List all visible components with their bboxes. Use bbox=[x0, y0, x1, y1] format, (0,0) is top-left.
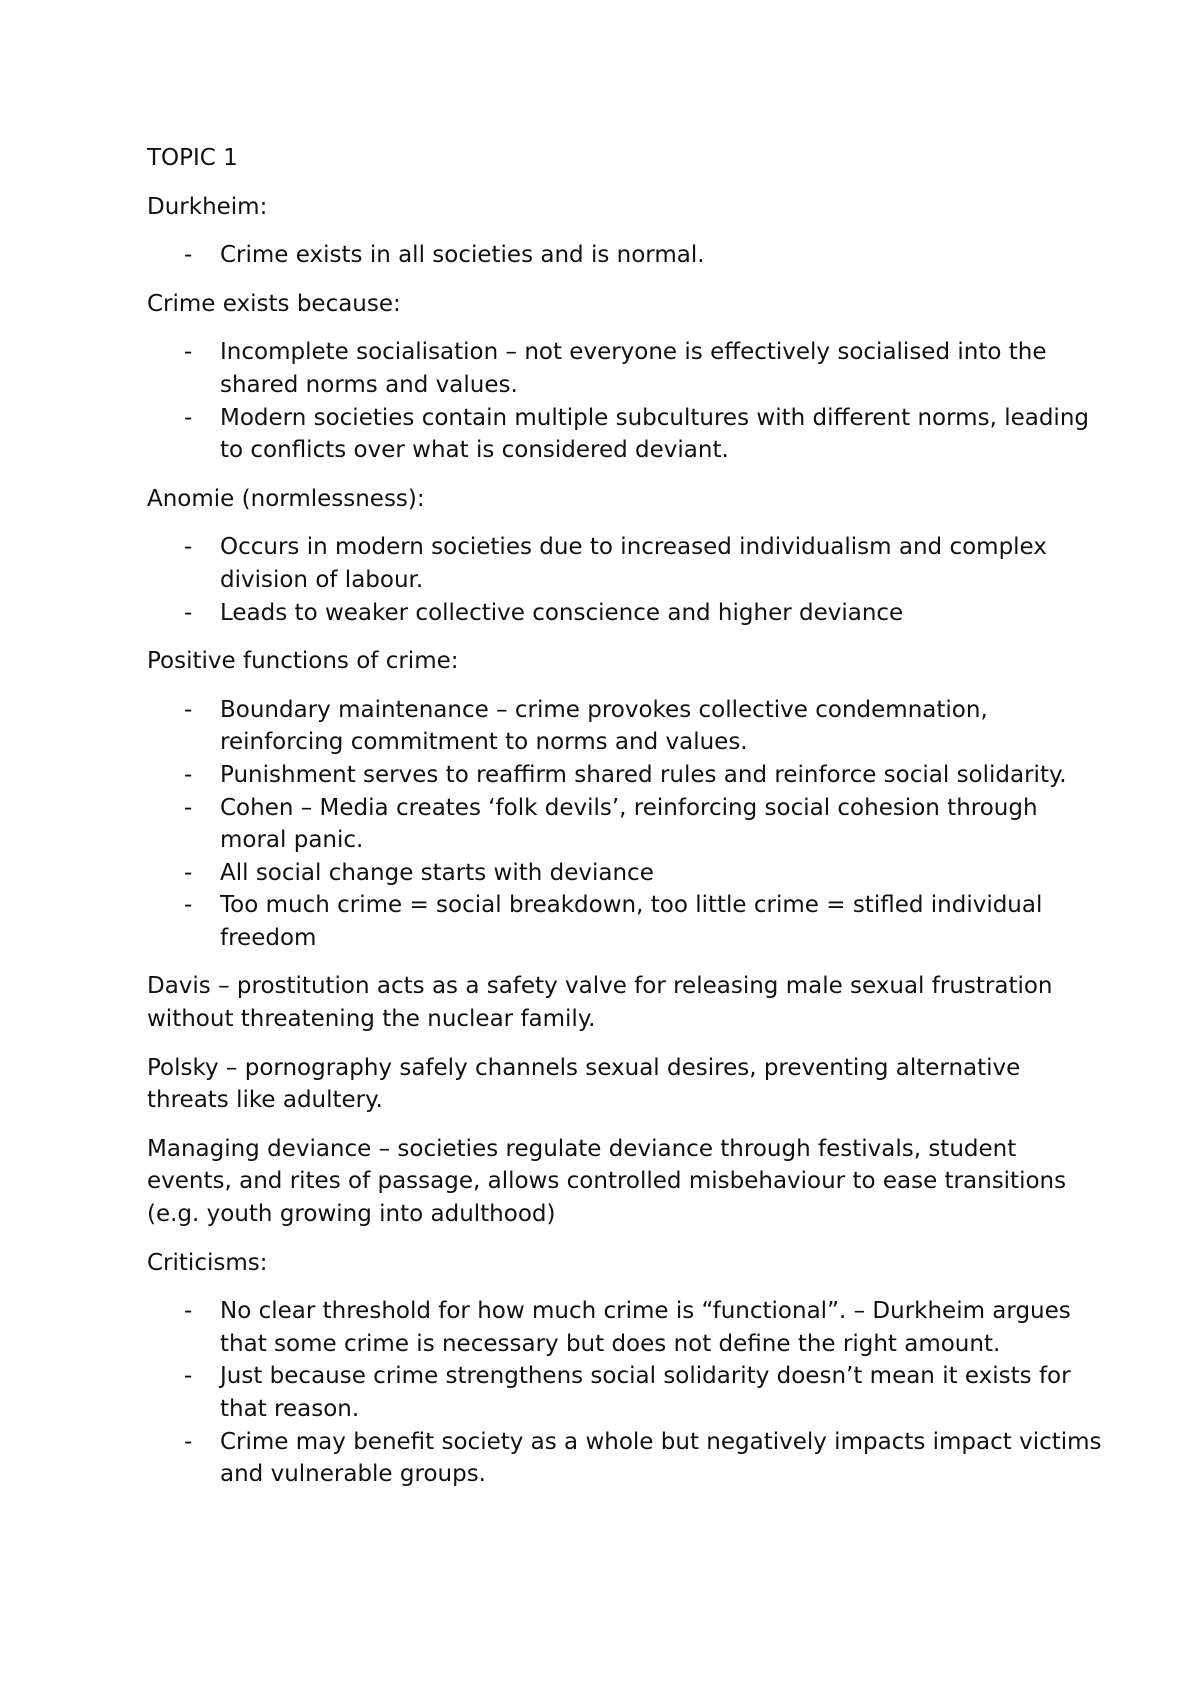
list-item bbox=[147, 759, 1107, 792]
positive-functions-list bbox=[147, 694, 1107, 955]
section-heading-positive-functions: Positive functions of crime: bbox=[147, 648, 459, 675]
list-item bbox=[147, 597, 1107, 630]
list-item-text: Crime may benefit society as a whole but negatively impacts impact victims and vulnerable groups. bbox=[220, 1428, 1102, 1488]
section-heading-crime-exists: Crime exists because: bbox=[147, 290, 401, 317]
paragraph-davis: Davis – prostitution acts as a safety valve for releasing male sexual frustration without threatening the nuclear family. bbox=[147, 973, 1053, 1033]
list-item bbox=[147, 402, 1107, 467]
anomie-list bbox=[147, 531, 1107, 629]
paragraph-polsky: Polsky – pornography safely channels sexual desires, preventing alternative threats like adultery. bbox=[147, 1054, 1021, 1114]
section-heading-durkheim: Durkheim: bbox=[147, 193, 268, 220]
list-item-text: Boundary maintenance – crime provokes collective condemnation, reinforcing commitment to norms and values. bbox=[220, 696, 988, 756]
bullet-dash: - bbox=[184, 859, 193, 886]
list-item-text: Just because crime strengthens social solidarity doesn’t mean it exists for that reason. bbox=[220, 1363, 1071, 1422]
document-title: TOPIC 1 bbox=[147, 145, 238, 171]
document-page bbox=[147, 142, 1107, 1507]
list-item bbox=[147, 531, 1107, 596]
list-item bbox=[147, 1426, 1107, 1491]
criticisms-list bbox=[147, 1295, 1107, 1491]
section-heading-criticisms: Criticisms: bbox=[147, 1249, 268, 1276]
list-item bbox=[147, 1360, 1107, 1425]
list-item bbox=[147, 336, 1107, 401]
list-item bbox=[147, 694, 1107, 759]
list-item-text: Cohen – Media creates ‘folk devils’, reinforcing social cohesion through moral panic. bbox=[220, 794, 1038, 854]
list-item bbox=[147, 239, 1107, 272]
bullet-dash: - bbox=[184, 892, 193, 919]
list-item bbox=[147, 857, 1107, 890]
bullet-dash: - bbox=[184, 794, 193, 821]
bullet-dash: - bbox=[184, 1298, 193, 1325]
bullet-dash: - bbox=[184, 404, 193, 431]
bullet-dash: - bbox=[184, 1428, 193, 1455]
bullet-dash: - bbox=[184, 599, 193, 626]
bullet-dash: - bbox=[184, 242, 193, 269]
bullet-dash: - bbox=[184, 534, 193, 561]
list-item-text: Occurs in modern societies due to increased individualism and complex division of labour. bbox=[220, 534, 1047, 593]
list-item bbox=[147, 1295, 1107, 1360]
bullet-dash: - bbox=[184, 339, 193, 366]
list-item-text: Leads to weaker collective conscience and higher deviance bbox=[220, 599, 904, 626]
list-item-text: Modern societies contain multiple subcultures with different norms, leading to conflicts over what is considered deviant. bbox=[220, 404, 1089, 464]
list-item bbox=[147, 792, 1107, 857]
list-item-text: No clear threshold for how much crime is “functional”. – Durkheim argues that some crime is necessary but does not define the right amount. bbox=[220, 1298, 1071, 1357]
section-heading-anomie: Anomie (normlessness): bbox=[147, 485, 425, 512]
list-item-text: Too much crime = social breakdown, too little crime = stifled individual freedom bbox=[220, 892, 1043, 951]
list-item-text: Punishment serves to reaffirm shared rules and reinforce social solidarity. bbox=[220, 761, 1067, 788]
bullet-dash: - bbox=[184, 1363, 193, 1390]
crime-exists-list bbox=[147, 336, 1107, 466]
list-item-text: Incomplete socialisation – not everyone is effectively socialised into the shared norms and values. bbox=[220, 339, 1047, 398]
list-item-text: All social change starts with deviance bbox=[220, 859, 654, 886]
list-item bbox=[147, 889, 1107, 954]
bullet-dash: - bbox=[184, 696, 193, 723]
list-item-text: Crime exists in all societies and is normal. bbox=[220, 242, 705, 269]
paragraph-managing-deviance: Managing deviance – societies regulate deviance through festivals, student events, and rites of passage, allows controlled misbehaviour to ease transitions (e.g. youth growing into adulthood) bbox=[147, 1135, 1067, 1228]
bullet-dash: - bbox=[184, 761, 193, 788]
durkheim-list bbox=[147, 239, 1107, 272]
